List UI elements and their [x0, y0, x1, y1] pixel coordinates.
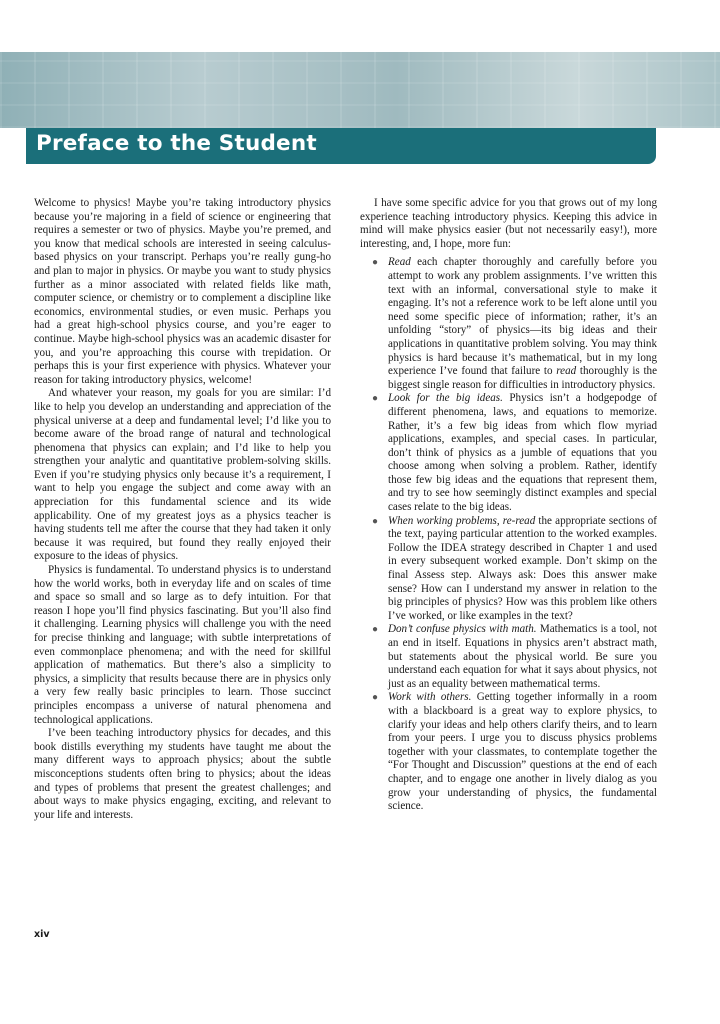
advice-list [360, 256, 657, 813]
advice-text: Getting together informally in a room with a blackboard is a great way to explore physics, to clarify your ideas and help others clarify theirs, and to learn from your peers. I urge you to discuss physics problems together with your classmates, to contemplate together the “For Thought and Discussion” questions at the end of each chapter, and to engage one another in lively dialog as you grow your understanding of physics, the fundamental science. [388, 691, 657, 813]
left-column [34, 197, 331, 822]
advice-lead: Don’t confuse physics with math. [388, 623, 537, 636]
advice-text: Physics isn’t a hodgepodge of different phenomena, laws, and equations to memorize. Rather, it’s a few big ideas from which flow myriad applications, examples, and special cases. In particular, don’t think of physics as a jumble of equations that you choose among when solving a problem. Rather, identify those few big ideas and the equations that represent them, and try to see how seemingly distinct examples and special cases relate to the big ideas. [388, 392, 657, 514]
paragraph: And whatever your reason, my goals for you are similar: I’d like to help you develop an understanding and appreciation of the physical universe at a deep and fundamental level; I’d like you to become aware of the broad range of natural and technological phenomena that physics can explain; and I’d like to help you strengthen your analytic and quantitative problem-solving skills. Even if you’re studying physics only because it’s a requirement, I want to help you engage the subject and come away with an appreciation for this fundamental science and its wide applicability. One of my greatest joys as a physics teacher is having students tell me after the course that they had taken it only because it was required, but found they really enjoyed their exposure to the ideas of physics. [34, 387, 331, 563]
title-bar [26, 128, 656, 164]
page-number: xiv [34, 929, 50, 940]
bullet-icon: ● [372, 624, 379, 636]
list-item [360, 392, 657, 514]
advice-text: each chapter thoroughly and carefully before you attempt to work any problem assignments. I’ve written this text with an informal, conversational style to make it engaging. It’s not a reference work to be left alone until you need some specific piece of information; rather, it’s an unfolding “story” of physics—its big ideas and their applications in quantitative problem solving. You may think physics is hard because it’s mathematical, but in my long experience I’ve found that failure to [388, 256, 657, 378]
advice-lead: Read [388, 256, 411, 269]
advice-emphasis: read [556, 365, 577, 378]
list-item [360, 515, 657, 624]
right-column [360, 197, 657, 814]
list-item [360, 691, 657, 813]
decorative-header-band [0, 52, 720, 128]
paragraph: Welcome to physics! Maybe you’re taking introductory physics because you’re majoring in a field of science or engineering that requires a semester or two of physics. Maybe you’re premed, and you know that medical schools are interested in seeing calculus-based physics on your transcript. Perhaps you’re really gung-ho and plan to major in physics. Or maybe you want to study physics further as a minor associated with related fields like math, computer science, or chemistry or to complement a discipline like economics, environmental studies, or even music. Perhaps you had a great high-school physics course, and you’re eager to continue. Maybe high-school physics was an academic disaster for you, and you’re approaching this course with trepidation. Or perhaps this is your first experience with physics. Whatever your reason for taking introductory physics, welcome! [34, 197, 331, 386]
page-title: Preface to the Student [36, 131, 317, 156]
bullet-icon: ● [372, 257, 379, 269]
advice-lead: Look for the big ideas. [388, 392, 503, 405]
bullet-icon: ● [372, 515, 379, 527]
advice-text: the appropriate sections of the text, paying particular attention to the worked examples. Follow the IDEA strategy described in Chapter 1 and used in every subsequent worked example. Don’t skimp on the final Assess step. Always ask: Does this answer make sense? How can I understand my answer in relation to the big principles of physics? How was this problem like others I’ve worked, or like examples in the text? [388, 514, 657, 622]
advice-intro: I have some specific advice for you that grows out of my long experience teaching introductory physics. Keeping this advice in mind will make physics easier (but not necessarily easy!), more interesting, and, I hope, more fun: [360, 197, 657, 250]
paragraph: Physics is fundamental. To understand physics is to understand how the world works, both in everyday life and on scales of time and space so small and so large as to defy intuition. For that reason I hope you’ll find physics fascinating. But you’ll also find it challenging. Learning physics will challenge you with the need for precise thinking and language; with subtle interpretations of even commonplace phenomena; and with the need for skillful application of mathematics. But there’s also a simplicity to physics, a simplicity that results because there are in physics only a very few really basic principles to learn. Those succinct principles encompass a universe of natural phenomena and technological applications. [34, 564, 331, 726]
list-item [360, 256, 657, 392]
advice-text: Mathematics is a tool, not an end in itself. Equations in physics aren’t abstract math, but statements about the physical world. Be sure you understand each equation for what it says about physics, not just as an equality between mathematical terms. [388, 623, 657, 690]
advice-text-tail: thoroughly is the biggest single reason for difficulties in introductory physics. [388, 365, 657, 391]
bullet-icon: ● [372, 692, 379, 704]
advice-lead: When working problems, re-read [388, 514, 536, 527]
bullet-icon: ● [372, 393, 379, 405]
list-item [360, 623, 657, 691]
paragraph: I’ve been teaching introductory physics for decades, and this book distills everything my students have taught me about the many different ways to approach physics; about the subtle misconceptions students often bring to physics; about the ideas and types of problems that present the greatest challenges; and about ways to make physics engaging, exciting, and relevant to your life and interests. [34, 727, 331, 821]
advice-lead: Work with others. [388, 691, 472, 704]
